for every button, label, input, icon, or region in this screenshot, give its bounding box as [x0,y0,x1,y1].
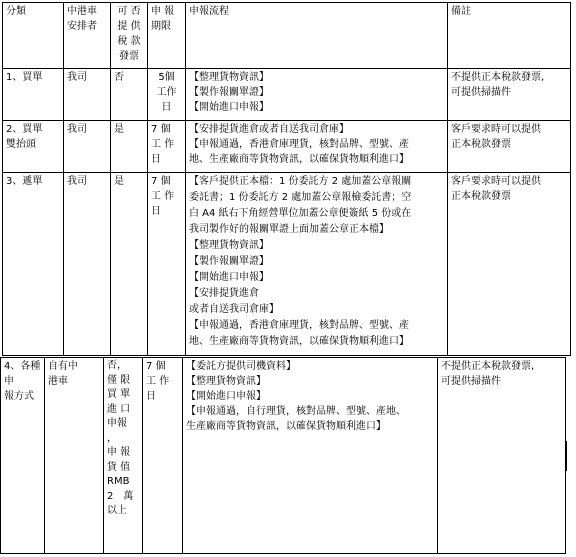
header-remarks: 備註 [448,3,571,69]
row-tax-invoice: 是 [111,173,148,356]
row-arranger: 自有中 港車 [45,358,104,554]
row-category: 3、遞單 [3,173,64,356]
row-category: 2、買單 雙抬頭 [3,121,64,173]
header-tax-invoice: 可 否 提 供 稅 款 發票 [111,3,148,69]
row-process: 【整理貨物資訊】 【製作報關單證】 【開始進口申報】 [186,69,448,121]
row-remarks: 客戶要求時可以提供 正本稅款發票 [448,121,571,173]
row-remarks: 不提供正本稅款發票, 可提供掃描件 [438,358,566,554]
header-category: 分類 [3,3,64,69]
row-period: 7 個 工 作 日 [148,121,186,173]
edge-mark [566,441,567,471]
row-process: 【安排提貨進倉或者自送我司倉庫】 【申報通過，香港倉庫理貨，核對品牌、型號、產 地、生產廠商等貨物資訊，以確保貨物順利進口】 [186,121,448,173]
header-arranger: 中港車 安排者 [64,3,111,69]
row-process: 【委託方提供司機資料】 【整理貨物資訊】 【開始進口申報】 【申報通過，自行理貨，核對品牌、型號、產地、 生產廠商等貨物資訊，以確保貨物順利進口】 [183,358,438,554]
row-category: 1、買單 [3,69,64,121]
row-arranger: 我司 [64,69,111,121]
customs-process-table-continued [0,357,566,554]
row-period: 7 個 工 作 日 [143,358,183,554]
table-row [3,69,571,121]
row-tax-invoice: 是 [111,121,148,173]
row-arranger: 我司 [64,121,111,173]
row-process: 【客戶提供正本檔：1 份委託方 2 處加蓋公章報關 委託書；1 份委託方 2 處加蓋公章報檢委託書；空 白 A4 紙右下角經營單位加蓋公章便簽紙 5 份或在 我司製作好的報關單證上面加蓋公章正本檔】 【整理貨物資訊】 【製作報關單證】 【開始進口申報】 【安排提貨進倉 或者自送我司倉庫】 【申報通過，香港倉庫理貨，核對品牌、型號、產 地、生產廠商等貨物資訊，以確保貨物順利進口】 [186,173,448,356]
row-remarks: 客戶要求時可以提供 正本稅款發票 [448,173,571,356]
row-category: 4、各種申 報方式 [1,358,45,554]
row-tax-invoice: 否， 僅 限 買 單 進 口 申報 ， 申 報 貨 值 RMB 2 萬 以上 [104,358,143,554]
table-row [3,173,571,356]
row-arranger: 我司 [64,173,111,356]
table-row [3,121,571,173]
row-tax-invoice: 否 [111,69,148,121]
row-period: 5個 工作 日 [148,69,186,121]
header-row [3,3,571,69]
row-remarks: 不提供正本稅款發票, 可提供掃描件 [448,69,571,121]
customs-process-table [2,2,571,356]
table-row [1,358,566,554]
header-period: 申 報 期限 [148,3,186,69]
row-period: 7 個 工 作 日 [148,173,186,356]
header-process: 申報流程 [186,3,448,69]
